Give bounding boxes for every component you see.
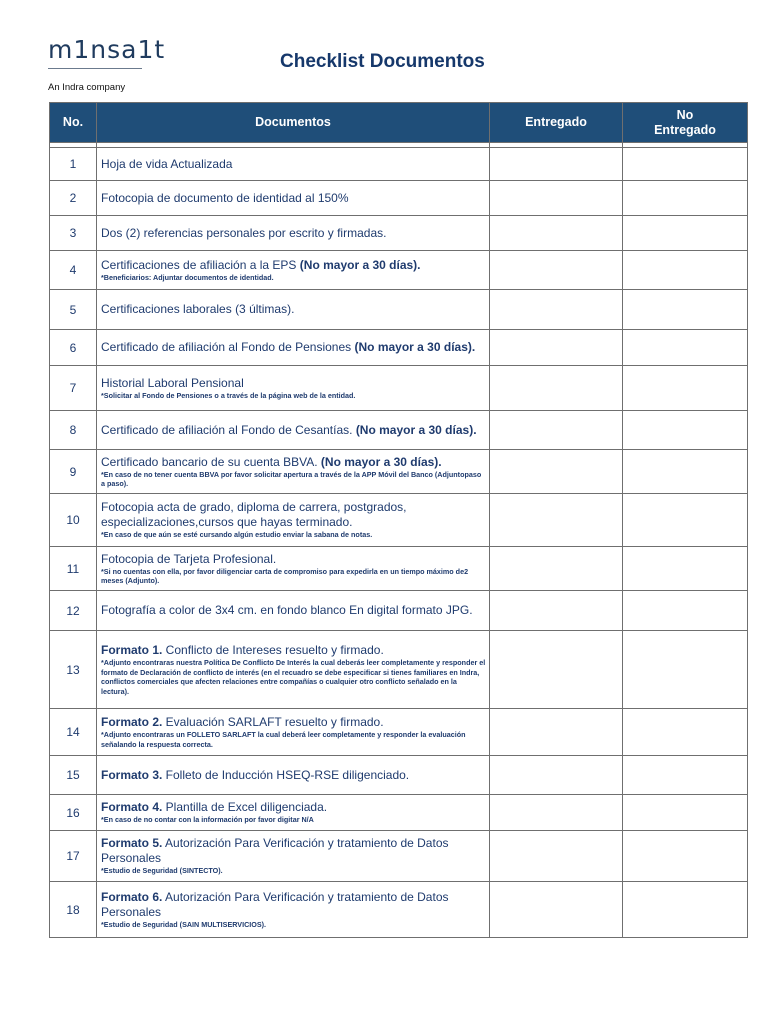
- entregado-cell[interactable]: [490, 216, 623, 251]
- entregado-cell[interactable]: [490, 290, 623, 330]
- document-note: *Solicitar al Fondo de Pensiones o a través de la página web de la entidad.: [101, 390, 356, 400]
- document-description: [101, 768, 486, 783]
- no-entregado-cell[interactable]: [623, 216, 748, 251]
- entregado-cell[interactable]: [490, 494, 623, 547]
- row-number: 2: [50, 181, 97, 216]
- format-label: Formato 6.: [101, 889, 163, 904]
- no-entregado-cell[interactable]: [623, 795, 748, 831]
- no-entregado-cell[interactable]: [623, 631, 748, 709]
- document-description: [101, 226, 486, 241]
- table-row: [50, 795, 748, 831]
- format-label: Formato 4.: [101, 800, 163, 815]
- document-cell: [97, 450, 490, 494]
- table-row: [50, 148, 748, 181]
- document-description: [101, 340, 486, 355]
- document-text: Fotocopia acta de grado, diploma de carrera, postgrados, especializaciones,cursos que hayas terminado.: [101, 500, 407, 530]
- checklist-table: [49, 102, 748, 938]
- document-text: Autorización Para Verificación y tratamiento de Datos Personales: [101, 889, 449, 919]
- table-row: [50, 411, 748, 450]
- document-description: [101, 302, 486, 317]
- document-description: [101, 603, 486, 618]
- document-note: *Estudio de Seguridad (SINTECTO).: [101, 866, 223, 876]
- entregado-cell[interactable]: [490, 756, 623, 795]
- validity-requirement: (No mayor a 30 días).: [299, 257, 421, 272]
- no-entregado-cell[interactable]: [623, 411, 748, 450]
- row-number: 8: [50, 411, 97, 450]
- entregado-cell[interactable]: [490, 882, 623, 938]
- document-cell: [97, 330, 490, 366]
- document-description: [101, 157, 486, 172]
- header-entregado: Entregado: [490, 103, 623, 143]
- document-cell: [97, 882, 490, 938]
- logo-tagline: An Indra company: [48, 82, 126, 93]
- document-cell: [97, 290, 490, 330]
- document-description: [101, 258, 486, 273]
- table-row: [50, 290, 748, 330]
- row-number: 9: [50, 450, 97, 494]
- row-number: 10: [50, 494, 97, 547]
- document-cell: [97, 631, 490, 709]
- no-entregado-cell[interactable]: [623, 494, 748, 547]
- document-note: *Adjunto encontraras un FOLLETO SARLAFT la cual deberá leer completamente y responder la evaluación señalando la respuesta correcta.: [101, 730, 466, 749]
- entregado-cell[interactable]: [490, 411, 623, 450]
- format-label: Formato 1.: [101, 643, 163, 657]
- document-cell: [97, 756, 490, 795]
- entregado-cell[interactable]: [490, 709, 623, 756]
- document-cell: [97, 181, 490, 216]
- entregado-cell[interactable]: [490, 148, 623, 181]
- document-text: Certificado de afiliación al Fondo de Cesantías.: [101, 422, 356, 437]
- table-row: [50, 591, 748, 631]
- document-description: [101, 552, 486, 567]
- document-text: Plantilla de Excel diligenciada.: [162, 800, 328, 815]
- document-cell: [97, 709, 490, 756]
- document-cell: [97, 366, 490, 411]
- row-number: 16: [50, 795, 97, 831]
- no-entregado-cell[interactable]: [623, 831, 748, 882]
- validity-requirement: (No mayor a 30 días).: [355, 422, 477, 437]
- document-text: Certificado de afiliación al Fondo de Pensiones: [101, 340, 355, 354]
- table-row: [50, 547, 748, 591]
- document-description: [101, 500, 486, 530]
- document-note: *En caso de no contar con la información por favor digitar N/A: [101, 815, 314, 825]
- document-note: *En caso de no tener cuenta BBVA por favor solicitar apertura a través de la APP Móvil del Banco (Adjuntopaso a paso).: [101, 469, 482, 488]
- row-number: 7: [50, 366, 97, 411]
- format-label: Formato 5.: [101, 836, 163, 851]
- document-note: *Estudio de Seguridad (SAIN MULTISERVICIOS).: [101, 919, 267, 929]
- table-header-row: [50, 103, 748, 143]
- document-text: Fotocopia de Tarjeta Profesional.: [101, 551, 277, 566]
- row-number: 1: [50, 148, 97, 181]
- header-no-entregado-line1: No: [676, 107, 694, 122]
- table-row: [50, 709, 748, 756]
- document-text: Folleto de Inducción HSEQ-RSE diligenciado.: [162, 767, 410, 782]
- document-text: Historial Laboral Pensional: [101, 375, 244, 390]
- document-description: [101, 376, 486, 391]
- table-row: [50, 251, 748, 290]
- document-cell: [97, 831, 490, 882]
- entregado-cell[interactable]: [490, 831, 623, 882]
- row-number: 18: [50, 882, 97, 938]
- document-note: *Beneficiarios: Adjuntar documentos de identidad.: [101, 272, 274, 282]
- row-number: 17: [50, 831, 97, 882]
- no-entregado-cell[interactable]: [623, 547, 748, 591]
- document-text: Autorización Para Verificación y tratamiento de Datos Personales: [101, 836, 449, 866]
- page-title: Checklist Documentos: [280, 51, 485, 72]
- row-number: 12: [50, 591, 97, 631]
- entregado-cell[interactable]: [490, 591, 623, 631]
- document-text: Evaluación SARLAFT resuelto y firmado.: [162, 715, 384, 729]
- row-number: 13: [50, 631, 97, 709]
- document-text: Conflicto de Intereses resuelto y firmado.: [162, 643, 384, 657]
- document-cell: [97, 494, 490, 547]
- document-description: [101, 191, 486, 206]
- row-number: 11: [50, 547, 97, 591]
- document-description: [101, 643, 486, 658]
- no-entregado-cell[interactable]: [623, 330, 748, 366]
- row-number: 3: [50, 216, 97, 251]
- entregado-cell[interactable]: [490, 251, 623, 290]
- entregado-cell[interactable]: [490, 330, 623, 366]
- document-cell: [97, 411, 490, 450]
- no-entregado-cell[interactable]: [623, 366, 748, 411]
- document-note: *Adjunto encontraras nuestra Política De Conflicto De Interés la cual deberás leer completamente y responder el formato de Declaración de conflicto de interés (en el recuadro se debe especificar si tienes familiares en Indra, conflictos comerciales que afecten relaciones entre compañías o cualquier otro conflicto señalado en la lectura).: [101, 658, 486, 696]
- no-entregado-cell[interactable]: [623, 251, 748, 290]
- validity-requirement: (No mayor a 30 días).: [320, 454, 442, 469]
- document-cell: [97, 216, 490, 251]
- row-number: 5: [50, 290, 97, 330]
- no-entregado-cell[interactable]: [623, 148, 748, 181]
- no-entregado-cell[interactable]: [623, 290, 748, 330]
- row-number: 14: [50, 709, 97, 756]
- table-row: [50, 831, 748, 882]
- header-no: No.: [50, 103, 97, 143]
- document-text: Certificado bancario de su cuenta BBVA.: [101, 454, 321, 469]
- document-cell: [97, 547, 490, 591]
- document-text: Fotografía a color de 3x4 cm. en fondo blanco En digital formato JPG.: [101, 603, 473, 617]
- header-no-entregado-line2: Entregado: [654, 122, 716, 137]
- table-row: [50, 216, 748, 251]
- header-no-entregado: [623, 103, 748, 143]
- document-description: [101, 423, 486, 438]
- document-cell: [97, 251, 490, 290]
- document-cell: [97, 795, 490, 831]
- entregado-cell[interactable]: [490, 450, 623, 494]
- no-entregado-cell[interactable]: [623, 181, 748, 216]
- document-text: Certificaciones de afiliación a la EPS: [101, 257, 300, 272]
- document-cell: [97, 591, 490, 631]
- no-entregado-cell[interactable]: [623, 756, 748, 795]
- document-description: [101, 455, 486, 470]
- table-row: [50, 330, 748, 366]
- table-row: [50, 494, 748, 547]
- no-entregado-cell[interactable]: [623, 709, 748, 756]
- table-row: [50, 181, 748, 216]
- table-row: [50, 882, 748, 938]
- minsait-logo: [48, 35, 166, 69]
- logo-divider: [48, 68, 142, 69]
- document-description: [101, 715, 486, 730]
- row-number: 15: [50, 756, 97, 795]
- document-description: [101, 890, 486, 920]
- no-entregado-cell[interactable]: [623, 591, 748, 631]
- no-entregado-cell[interactable]: [623, 882, 748, 938]
- format-label: Formato 3.: [101, 767, 163, 782]
- document-text: Fotocopia de documento de identidad al 150%: [101, 190, 349, 205]
- entregado-cell[interactable]: [490, 547, 623, 591]
- logo-wordmark: m1nsa1t: [48, 35, 166, 64]
- entregado-cell[interactable]: [490, 631, 623, 709]
- entregado-cell[interactable]: [490, 366, 623, 411]
- document-description: [101, 836, 486, 866]
- document-note: *Si no cuentas con ella, por favor diligenciar carta de compromiso para expedirla en un tiempo máximo de2 meses (Adjunto).: [101, 566, 469, 585]
- row-number: 4: [50, 251, 97, 290]
- document-text: Certificaciones laborales (3 últimas).: [101, 302, 295, 316]
- entregado-cell[interactable]: [490, 795, 623, 831]
- table-row: [50, 450, 748, 494]
- document-note: *En caso de que aún se esté cursando algún estudio enviar la sabana de notas.: [101, 530, 373, 540]
- document-cell: [97, 148, 490, 181]
- document-text: Dos (2) referencias personales por escrito y firmadas.: [101, 225, 387, 240]
- table-row: [50, 756, 748, 795]
- format-label: Formato 2.: [101, 715, 163, 729]
- document-text: Hoja de vida Actualizada: [101, 156, 233, 171]
- entregado-cell[interactable]: [490, 181, 623, 216]
- validity-requirement: (No mayor a 30 días).: [354, 340, 476, 354]
- row-number: 6: [50, 330, 97, 366]
- table-row: [50, 366, 748, 411]
- document-description: [101, 800, 486, 815]
- no-entregado-cell[interactable]: [623, 450, 748, 494]
- table-row: [50, 631, 748, 709]
- header-documentos: Documentos: [97, 103, 490, 143]
